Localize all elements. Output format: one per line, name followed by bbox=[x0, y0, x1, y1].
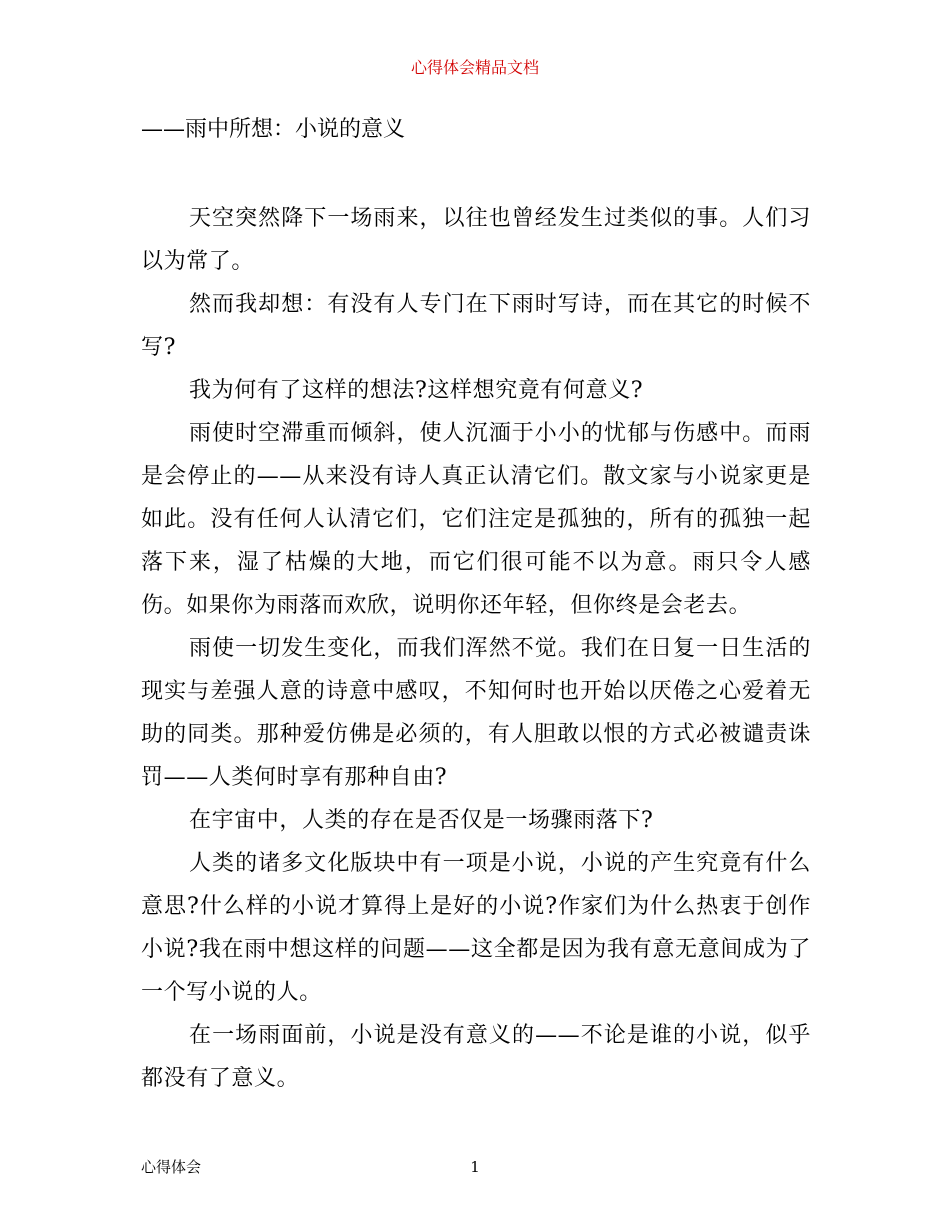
document-body bbox=[141, 197, 811, 1100]
page-number: 1 bbox=[470, 1158, 480, 1176]
paragraph: 在宇宙中，人类的存在是否仅是一场骤雨落下? bbox=[189, 808, 654, 833]
paragraph: 雨使时空滞重而倾斜，使人沉湎于小小的忧郁与伤感中。而雨是会停止的——从来没有诗人真正认清它们。散文家与小说家更是如此。没有任何人认清它们，它们注定是孤独的，所有的孤独一起落下来，湿了枯燥的大地，而它们很可能不以为意。雨只令人感伤。如果你为雨落而欢欣，说明你还年轻，但你终是会老去。 bbox=[141, 421, 811, 618]
paragraph: 我为何有了这样的想法?这样想究竟有何意义? bbox=[189, 378, 644, 403]
paragraph: 然而我却想：有没有人专门在下雨时写诗，而在其它的时候不写? bbox=[141, 292, 811, 360]
document-title: ——雨中所想：小说的意义 bbox=[141, 117, 406, 142]
document-header: 心得体会精品文档 bbox=[410, 58, 539, 77]
paragraph: 人类的诸多文化版块中有一项是小说，小说的产生究竟有什么意思?什么样的小说才算得上是好的小说?作家们为什么热衷于创作小说?我在雨中想这样的问题——这全都是因为我有意无意间成为了一个写小说的人。 bbox=[141, 851, 811, 1005]
footer-label: 心得体会 bbox=[141, 1158, 202, 1176]
paragraph: 在一场雨面前，小说是没有意义的——不论是谁的小说，似乎都没有了意义。 bbox=[141, 1023, 811, 1091]
paragraph: 雨使一切发生变化，而我们浑然不觉。我们在日复一日生活的现实与差强人意的诗意中感叹，不知何时也开始以厌倦之心爱着无助的同类。那种爱仿佛是必须的，有人胆敢以恨的方式必被谴责诛罚——人类何时享有那种自由? bbox=[141, 636, 811, 790]
paragraph: 天空突然降下一场雨来，以往也曾经发生过类似的事。人们习以为常了。 bbox=[141, 206, 811, 274]
